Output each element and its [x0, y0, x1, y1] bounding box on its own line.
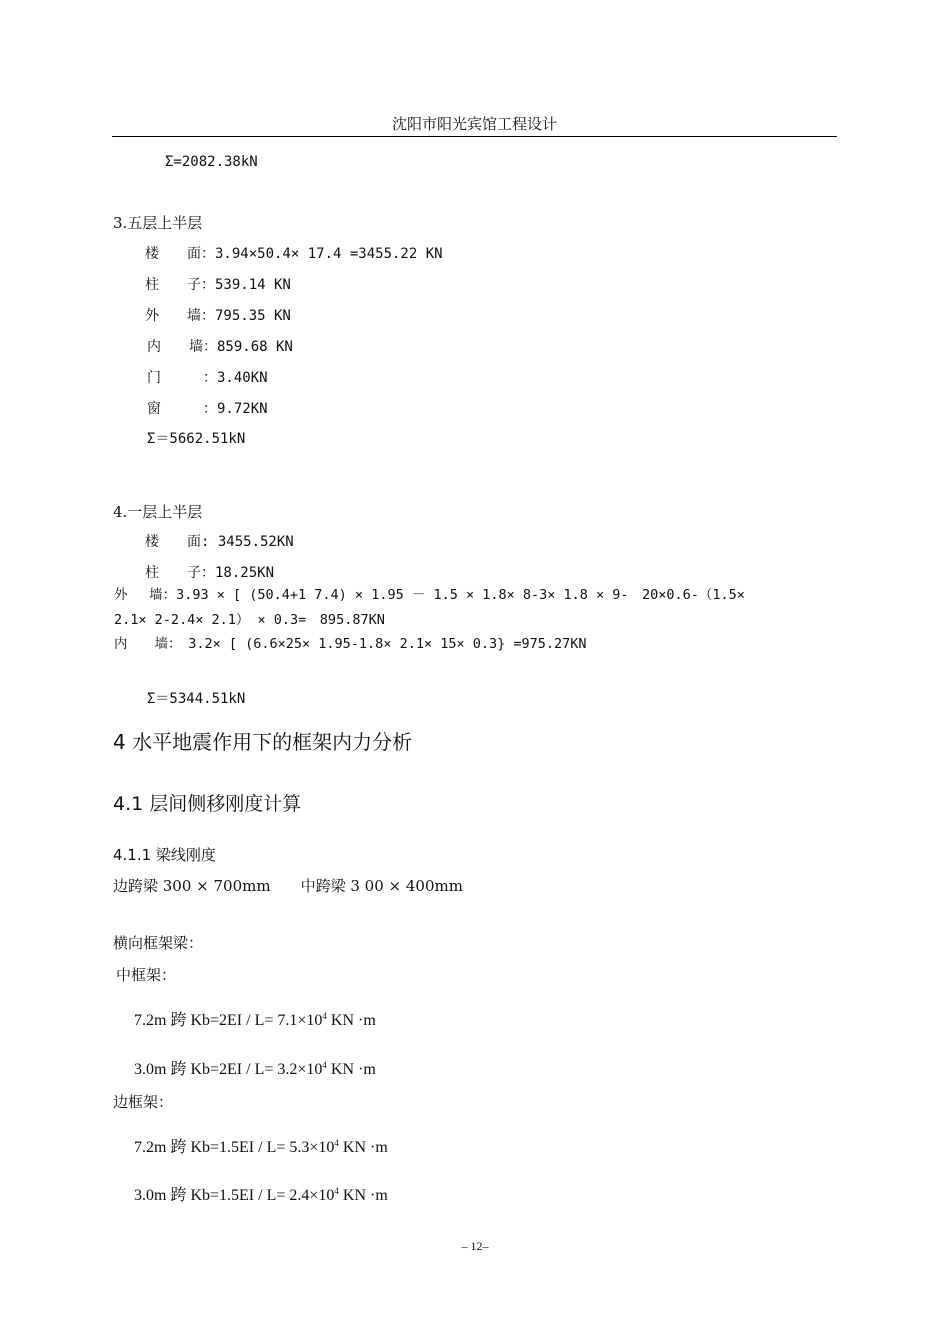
s4-sum: Σ＝5344.51kN — [147, 691, 246, 707]
beam-sizes: 边跨梁 300 × 700mm 中跨梁 3 00 × 400mm — [113, 877, 463, 895]
s4-line-column: 柱 子：18.25KN — [145, 565, 275, 581]
section-3-title: 3.五层上半层 — [113, 214, 203, 232]
page-header-title: 沈阳市阳光宾馆工程设计 — [391, 115, 557, 133]
s4-line-floor: 楼 面: 3455.52KN — [145, 534, 294, 550]
section-4-title: 4.一层上半层 — [113, 503, 203, 521]
chapter-title: 4 水平地震作用下的框架内力分析 — [113, 730, 413, 754]
s4-inner-wall-line: 内 墙： 3.2× [ (6.6×25× 1.95-1.8× 2.1× 15× 0.3} =975.27KN — [114, 636, 587, 652]
s3-line-outer-wall: 外 墙：795.35 KN — [145, 308, 291, 324]
subsection-title: 4.1.1 梁线刚度 — [113, 846, 216, 864]
edge-frame-7-2m-formula: 7.2m 跨 $Kb=1.5EI / L= 5.3\times 10^4$ KN ·m — [134, 1138, 388, 1156]
s3-line-column: 柱 子：539.14 KN — [145, 277, 291, 293]
s3-line-inner-wall: 内 墙：859.68 KN — [147, 339, 293, 355]
s3-line-floor: 楼 面：3.94×50.4× 17.4 =3455.22 KN — [145, 246, 443, 262]
mid-frame-label: 中框架： — [116, 966, 177, 984]
edge-frame-label: 边框架： — [113, 1093, 174, 1111]
page-number: – 12– — [461, 1239, 489, 1253]
s3-line-door: 门 ：3.40KN — [147, 370, 268, 386]
section-title: 4.1 层间侧移刚度计算 — [113, 793, 302, 815]
edge-frame-3-0m-formula: 3.0m 跨 $Kb=1.5EI / L= 2.4\times 10^4$ KN ·m — [134, 1186, 388, 1204]
frame-beam-label: 横向框架梁： — [113, 934, 204, 952]
s4-outer-wall-line-2: 2.1× 2-2.4× 2.1） × 0.3= 895.87KN — [114, 612, 385, 628]
mid-frame-7-2m-formula: 7.2m 跨 $Kb=2EI / L= 7.1\times 10^4$ KN ·m — [134, 1011, 376, 1029]
sum-previous: Σ=2082.38kN — [165, 154, 258, 170]
s4-outer-wall-line-1: 外 墙：3.93 × [ (50.4+1 7.4) × 1.95 － 1.5 × 1.8× 8-3× 1.8 × 9- 20×0.6-（1.5× — [114, 587, 745, 603]
s3-line-window: 窗 ：9.72KN — [147, 401, 268, 417]
s3-line-sum: Σ＝5662.51kN — [147, 431, 246, 447]
mid-frame-3-0m-formula: 3.0m 跨 $Kb=2EI / L= 3.2\times 10^4$ KN ·m — [134, 1060, 376, 1078]
header-rule — [112, 136, 837, 137]
